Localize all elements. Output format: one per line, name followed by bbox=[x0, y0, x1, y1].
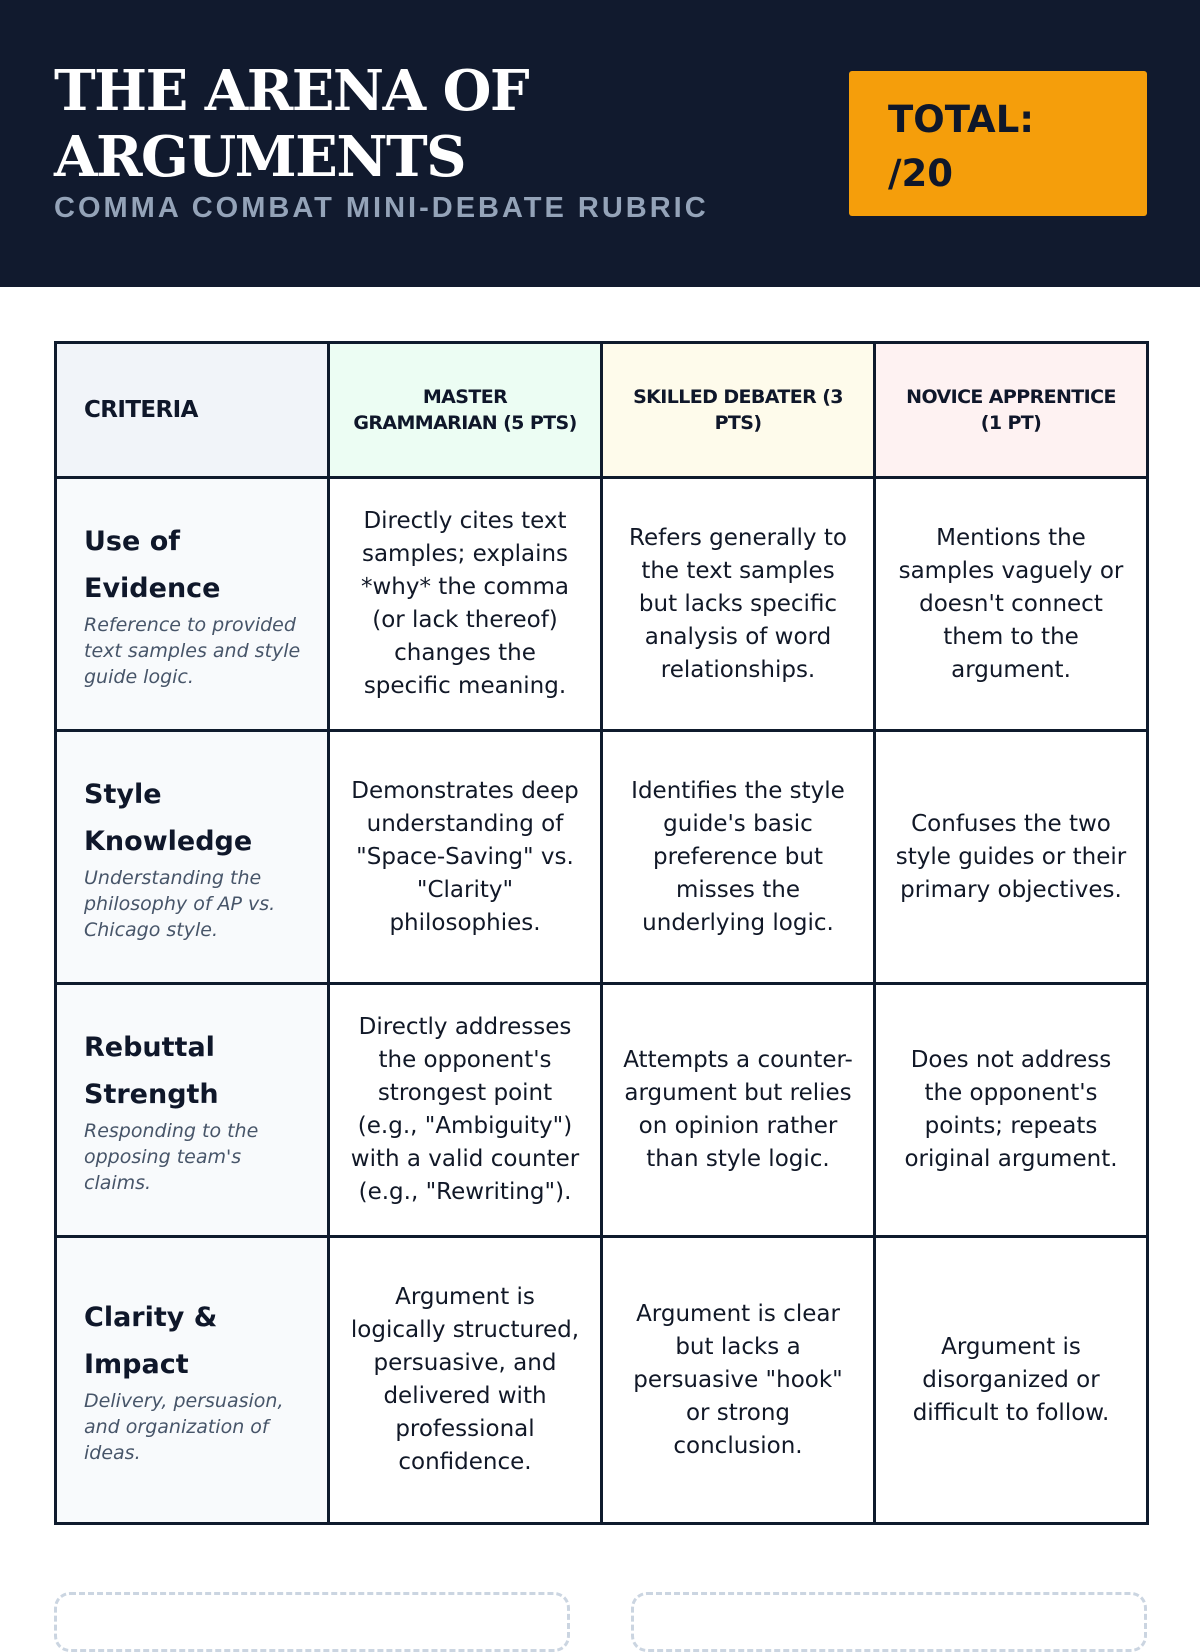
criterion-cell bbox=[56, 1237, 329, 1524]
rubric-header-row bbox=[56, 343, 1148, 478]
criterion-description: Understanding the philosophy of AP vs. Chicago style. bbox=[84, 867, 276, 941]
criterion-name: Style Knowledge bbox=[84, 779, 253, 857]
criterion-name: Clarity & Impact bbox=[84, 1302, 218, 1380]
criterion-cell bbox=[56, 731, 329, 984]
novice-level-cell: Mentions the samples vaguely or doesn't connect them to the argument. bbox=[875, 478, 1148, 731]
page-title: THE ARENA OF ARGUMENTS bbox=[54, 58, 529, 190]
skilled-level-cell: Attempts a counter-argument but relies on opinion rather than style logic. bbox=[602, 984, 875, 1237]
criterion-description: Delivery, persuasion, and organization of ideas. bbox=[84, 1390, 284, 1464]
rubric-row bbox=[56, 1237, 1148, 1524]
column-header-novice-apprentice: NOVICE APPRENTICE (1 PT) bbox=[875, 343, 1148, 478]
criterion-name: Use of Evidence bbox=[84, 526, 221, 604]
page-header bbox=[0, 0, 1200, 287]
criterion-name: Rebuttal Strength bbox=[84, 1032, 219, 1110]
rubric-row bbox=[56, 478, 1148, 731]
total-score-box bbox=[849, 71, 1147, 216]
footer-dashed-box bbox=[54, 1592, 570, 1652]
page-subtitle: COMMA COMBAT MINI-DEBATE RUBRIC bbox=[54, 192, 709, 224]
column-header-master-grammarian: MASTER GRAMMARIAN (5 PTS) bbox=[329, 343, 602, 478]
skilled-level-cell: Argument is clear but lacks a persuasive "hook" or strong conclusion. bbox=[602, 1237, 875, 1524]
master-level-cell: Directly addresses the opponent's strongest point (e.g., "Ambiguity") with a valid counter (e.g., "Rewriting"). bbox=[329, 984, 602, 1237]
criterion-cell bbox=[56, 984, 329, 1237]
novice-level-cell: Does not address the opponent's points; repeats original argument. bbox=[875, 984, 1148, 1237]
criterion-description: Responding to the opposing team's claims. bbox=[84, 1120, 259, 1194]
column-header-skilled-debater: SKILLED DEBATER (3 PTS) bbox=[602, 343, 875, 478]
novice-level-cell: Argument is disorganized or difficult to follow. bbox=[875, 1237, 1148, 1524]
skilled-level-cell: Refers generally to the text samples but lacks specific analysis of word relationships. bbox=[602, 478, 875, 731]
criterion-cell bbox=[56, 478, 329, 731]
master-level-cell: Argument is logically structured, persuasive, and delivered with professional confidence. bbox=[329, 1237, 602, 1524]
novice-level-cell: Confuses the two style guides or their primary objectives. bbox=[875, 731, 1148, 984]
footer-dashed-box bbox=[631, 1592, 1147, 1652]
master-level-cell: Demonstrates deep understanding of "Space-Saving" vs. "Clarity" philosophies. bbox=[329, 731, 602, 984]
rubric-row bbox=[56, 984, 1148, 1237]
criterion-description: Reference to provided text samples and style guide logic. bbox=[84, 614, 301, 688]
column-header-criteria: CRITERIA bbox=[56, 343, 329, 478]
total-score-label: TOTAL: /20 bbox=[888, 98, 1035, 195]
rubric-row bbox=[56, 731, 1148, 984]
master-level-cell: Directly cites text samples; explains *why* the comma (or lack thereof) changes the specific meaning. bbox=[329, 478, 602, 731]
rubric-table bbox=[54, 341, 1149, 1525]
skilled-level-cell: Identifies the style guide's basic preference but misses the underlying logic. bbox=[602, 731, 875, 984]
